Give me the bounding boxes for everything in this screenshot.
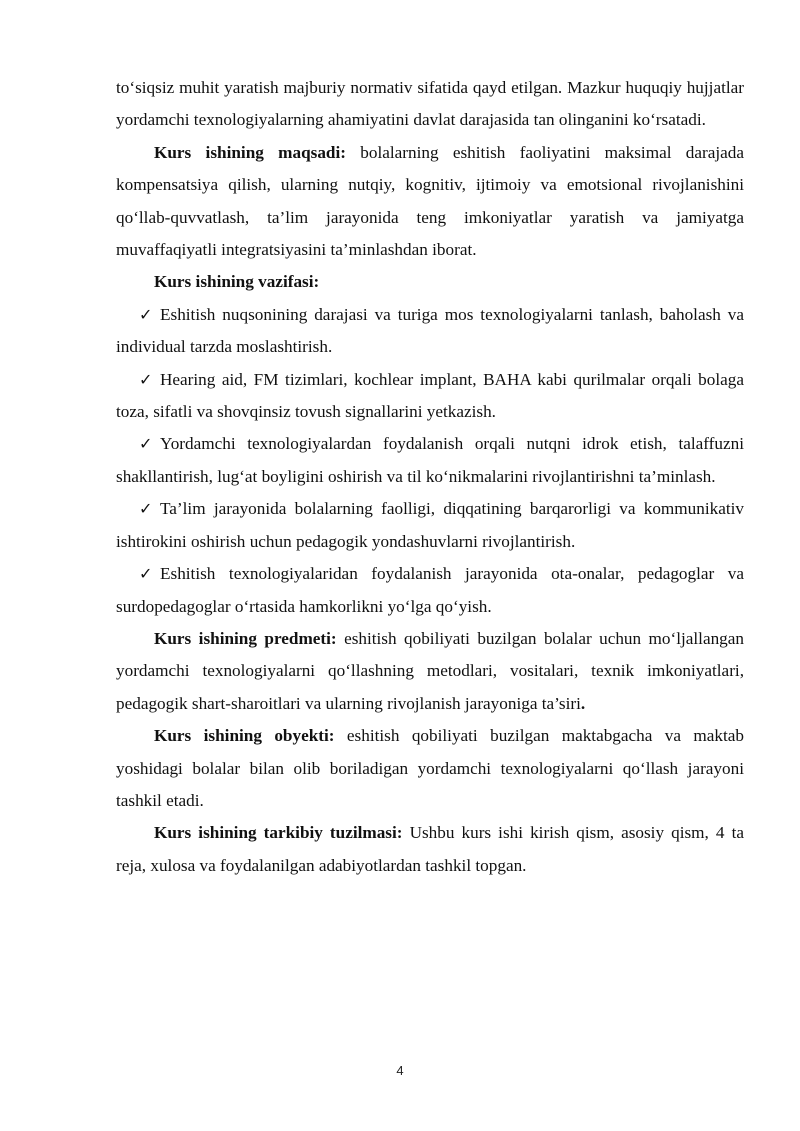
checkmark-icon: ✓ xyxy=(139,304,153,324)
checkmark-icon: ✓ xyxy=(139,564,153,584)
intro-paragraph: to‘siqsiz muhit yaratish majburiy normativ sifatida qayd etilgan. Mazkur huquqiy hujjatlar yordamchi texnologiyalarning ahamiyatini davlat darajasida tan olinganini ko‘rsatadi. xyxy=(116,78,744,130)
subject-text: eshitish qobiliyati buzilgan bolalar uchun mo‘ljallangan yordamchi texnologiyalarni qo‘llashning metodlari, vositalari, texnik imkoniyatlari, pedagogik shart-sharoitlari va ularning rivojlanish jarayoniga ta’siri xyxy=(116,628,745,713)
structure-text: Ushbu kurs ishi kirish qism, asosiy qism, 4 ta reja, xulosa va foydalanilgan adabiyotlardan tashkil topgan. xyxy=(116,823,744,875)
checkmark-icon: ✓ xyxy=(139,434,153,454)
task-item-3 xyxy=(116,428,744,493)
structure-paragraph xyxy=(116,817,744,882)
subject-paragraph xyxy=(116,623,744,720)
checkmark-icon: ✓ xyxy=(139,499,153,519)
goal-text: bolalarning eshitish faoliyatini maksimal darajada kompensatsiya qilish, ularning nutqiy, kognitiv, ijtimoiy va emotsional rivojlanishini qo‘llab-quvvatlash, ta’lim jarayonida teng imkoniyatlar yaratish va jamiyatga muvaffaqiyatli integratsiyasini ta’minlashdan iborat. xyxy=(116,142,744,260)
subject-period: . xyxy=(580,693,586,713)
goal-label: Kurs ishining maqsadi: xyxy=(154,142,346,162)
object-label: Kurs ishining obyekti: xyxy=(154,726,335,746)
task-item-5 xyxy=(116,558,744,623)
task-text-2: Hearing aid, FM tizimlari, kochlear implant, BAHA kabi qurilmalar orqali bolaga toza, sifatli va shovqinsiz tovush signallarini yetkazish. xyxy=(116,369,744,422)
task-text-1: Eshitish nuqsonining darajasi va turiga mos texnologiyalarni tanlash, baholash va individual tarzda moslashtirish. xyxy=(116,304,744,357)
page-number: 4 xyxy=(396,1063,404,1078)
task-item-2 xyxy=(116,364,744,429)
goal-paragraph xyxy=(116,137,744,267)
tasks-label: Kurs ishining vazifasi: xyxy=(154,272,320,292)
task-text-3: Yordamchi texnologiyalardan foydalanish orqali nutqni idrok etish, talaffuzni shakllantirish, lug‘at boyligini oshirish va til ko‘nikmalarini rivojlantirishni ta’minlash. xyxy=(116,434,744,486)
object-text: eshitish qobiliyati buzilgan maktabgacha va maktab yoshidagi bolalar bilan olib boriladigan yordamchi texnologiyalarni qo‘llash jarayoni tashkil etadi. xyxy=(116,726,744,810)
task-text-4: Ta’lim jarayonida bolalarning faolligi, diqqatining barqarorligi va kommunikativ ishtirokini oshirish uchun pedagogik yondashuvlarni rivojlantirish. xyxy=(116,499,744,551)
subject-label: Kurs ishining predmeti: xyxy=(154,628,337,648)
task-text-5: Eshitish texnologiyalaridan foydalanish jarayonida ota-onalar, pedagoglar va surdopedagoglar o‘rtasida hamkorlikni yo‘lga qo‘yish. xyxy=(116,564,744,616)
task-item-1 xyxy=(116,299,744,364)
checkmark-icon: ✓ xyxy=(139,369,153,389)
structure-label: Kurs ishining tarkibiy tuzilmasi: xyxy=(154,823,403,843)
tasks-heading xyxy=(116,266,744,298)
task-item-4 xyxy=(116,493,744,558)
object-paragraph xyxy=(116,720,744,817)
document-page xyxy=(116,72,744,882)
